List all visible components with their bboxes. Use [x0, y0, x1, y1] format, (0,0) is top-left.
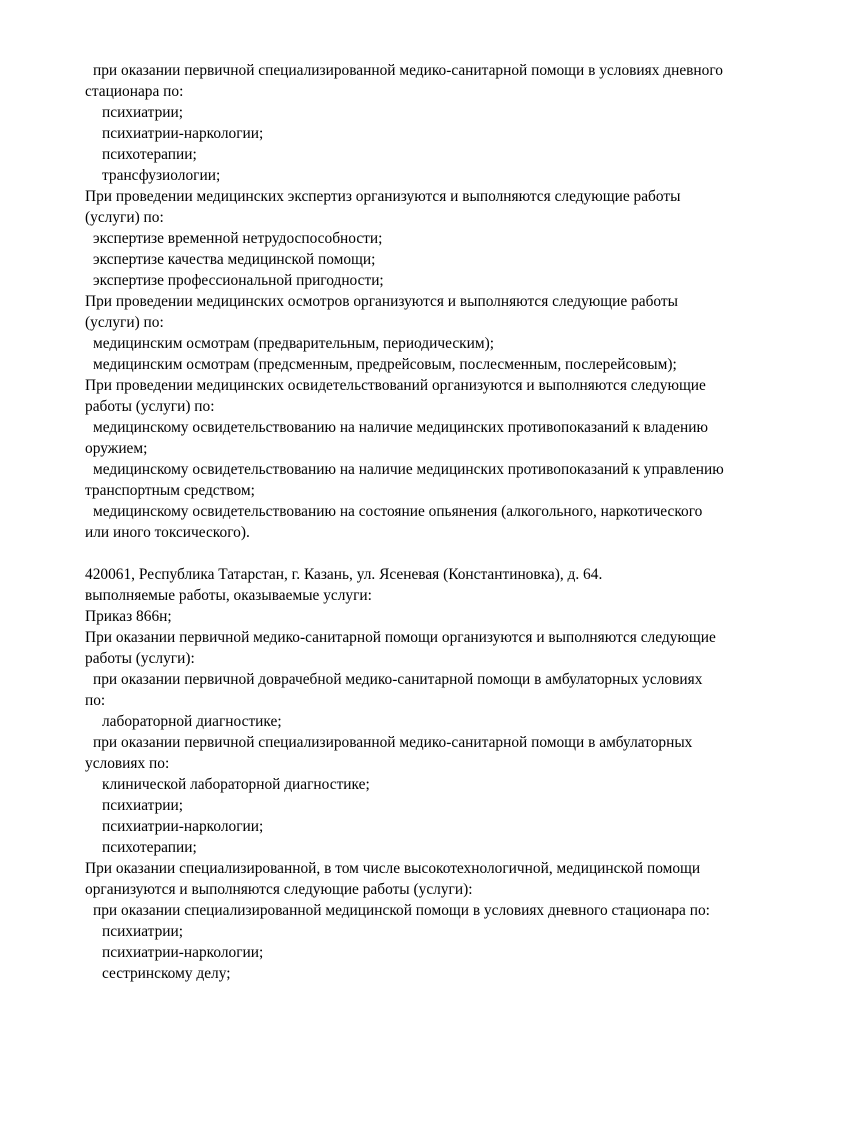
- text-line: при оказании первичной доврачебной медико-санитарной помощи в амбулаторных условиях: [93, 671, 703, 688]
- text-line: экспертизе временной нетрудоспособности;: [93, 230, 383, 247]
- text-line: работы (услуги) по:: [85, 398, 215, 415]
- text-line: психотерапии;: [102, 146, 197, 163]
- text-line: психотерапии;: [102, 839, 197, 856]
- text-line: при оказании первичной специализированной медико-санитарной помощи в условиях дневного: [93, 62, 723, 79]
- text-line: психиатрии-наркологии;: [102, 125, 264, 142]
- blank-line: [85, 543, 815, 564]
- text-line: транспортным средством;: [85, 482, 255, 499]
- text-line: при оказании первичной специализированной медико-санитарной помощи в амбулаторных: [93, 734, 693, 751]
- text-line: При оказании специализированной, в том числе высокотехнологичной, медицинской помощи: [85, 860, 701, 877]
- text-line: условиях по:: [85, 755, 170, 772]
- text-line: при оказании специализированной медицинской помощи в условиях дневного стационара по:: [93, 902, 710, 919]
- document-text: [85, 60, 815, 984]
- text-line: работы (услуги):: [85, 650, 195, 667]
- text-line: (услуги) по:: [85, 314, 164, 331]
- text-line: медицинскому освидетельствованию на наличие медицинских противопоказаний к управлению: [93, 461, 724, 478]
- text-line: При проведении медицинских осмотров организуются и выполняются следующие работы: [85, 293, 678, 310]
- text-line: При оказании первичной медико-санитарной помощи организуются и выполняются следующие: [85, 629, 716, 646]
- text-line: по:: [85, 692, 106, 709]
- text-line: лабораторной диагностике;: [102, 713, 282, 730]
- text-line: психиатрии;: [102, 797, 184, 814]
- text-line: организуются и выполняются следующие работы (услуги):: [85, 881, 473, 898]
- text-line: психиатрии;: [102, 104, 184, 121]
- text-line: стационара по:: [85, 83, 184, 100]
- text-line: При проведении медицинских экспертиз организуются и выполняются следующие работы: [85, 188, 681, 205]
- text-line: (услуги) по:: [85, 209, 164, 226]
- text-line: Приказ 866н;: [85, 608, 172, 625]
- text-line: психиатрии;: [102, 923, 184, 940]
- text-line: клинической лабораторной диагностике;: [102, 776, 370, 793]
- text-line: медицинскому освидетельствованию на состояние опьянения (алкогольного, наркотического: [93, 503, 703, 520]
- text-line: или иного токсического).: [85, 524, 250, 541]
- text-line: выполняемые работы, оказываемые услуги:: [85, 587, 372, 604]
- text-line: 420061, Республика Татарстан, г. Казань, ул. Ясеневая (Константиновка), д. 64.: [85, 566, 603, 583]
- text-line: трансфузиологии;: [102, 167, 221, 184]
- text-line: медицинским осмотрам (предварительным, периодическим);: [93, 335, 495, 352]
- text-line: медицинскому освидетельствованию на наличие медицинских противопоказаний к владению: [93, 419, 708, 436]
- text-line: экспертизе профессиональной пригодности;: [93, 272, 384, 289]
- text-line: При проведении медицинских освидетельствований организуются и выполняются следующие: [85, 377, 706, 394]
- text-line: оружием;: [85, 440, 148, 457]
- text-line: медицинским осмотрам (предсменным, предрейсовым, послесменным, послерейсовым);: [93, 356, 677, 373]
- text-line: психиатрии-наркологии;: [102, 944, 264, 961]
- text-line: психиатрии-наркологии;: [102, 818, 264, 835]
- text-line: экспертизе качества медицинской помощи;: [93, 251, 376, 268]
- text-line: сестринскому делу;: [102, 965, 231, 982]
